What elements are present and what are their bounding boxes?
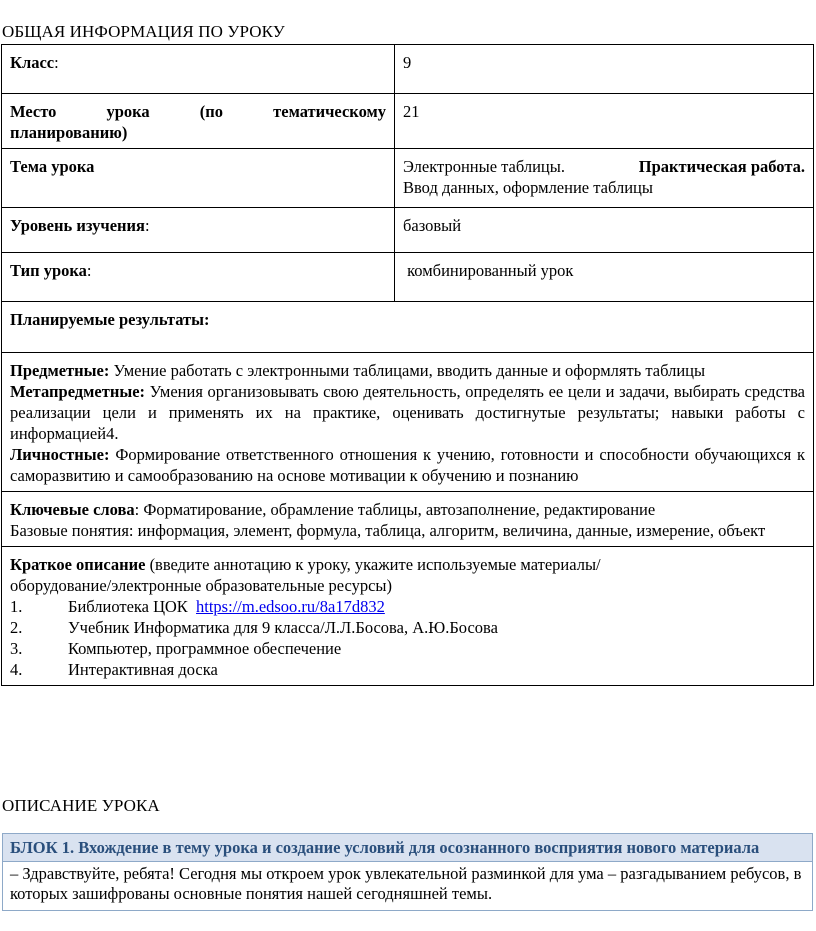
keywords-label: Ключевые слова: [10, 500, 135, 519]
planned-results-label: Планируемые результаты:: [2, 302, 814, 353]
list-item: [10, 617, 805, 638]
list-item-text: Компьютер, программное обеспечение: [68, 639, 342, 658]
list-item: [10, 659, 805, 680]
meta-results-label: Метапредметные:: [10, 382, 146, 401]
type-value: комбинированный урок: [407, 261, 574, 280]
row-type: [2, 253, 814, 302]
block1-header-row: [3, 834, 813, 862]
list-item: [10, 638, 805, 659]
subject-results-label: Предметные:: [10, 361, 110, 380]
row-brief-description: [2, 547, 814, 686]
class-label-cell: Класс:: [2, 45, 395, 94]
list-item-text: [68, 596, 385, 617]
block1-text-row: [3, 862, 813, 911]
block1-table: [2, 833, 813, 911]
row-lesson-place: [2, 94, 814, 149]
class-label: Класс: [10, 53, 55, 72]
row-level: [2, 208, 814, 253]
topic-label: Тема урока: [2, 149, 395, 208]
row-planned-results: [2, 302, 814, 353]
lesson-place-value: 21: [395, 94, 814, 149]
resource-library-label: Библиотека ЦОК: [68, 597, 192, 616]
personal-results: [10, 444, 805, 486]
brief-text: (введите аннотацию к уроку, укажите используемые материалы/оборудование/электронные образовательные ресурсы): [10, 555, 601, 595]
meta-results-text: Умения организовывать свою деятельность, определять ее цели и задачи, выбирать средства реализации цели и применять их на практике, оценивать достигнутые результаты; навыки работы с информацией4.: [10, 382, 806, 443]
type-label: Тип урока: [10, 261, 87, 280]
list-item-number: 2.: [10, 618, 23, 637]
lesson-place-label-line1: Место урока (по тематическому: [10, 102, 386, 121]
lesson-description-heading: ОПИСАНИЕ УРОКА: [2, 796, 160, 815]
personal-results-label: Личностные:: [10, 445, 110, 464]
type-value-cell: [395, 253, 814, 302]
block1-text: – Здравствуйте, ребята! Сегодня мы откроем урок увлекательной разминкой для ума – разгадыванием ребусов, в которых зашифрованы основные понятия нашей сегодняшней темы.: [3, 862, 813, 911]
topic-line1: [403, 156, 805, 177]
type-label-cell: Тип урока:: [2, 253, 395, 302]
row-topic: [2, 149, 814, 208]
personal-results-text: Формирование ответственного отношения к учению, готовности и способности обучающихся к саморазвитию и самообразованию на основе мотивации к обучению и познанию: [10, 445, 806, 485]
topic-value: [395, 149, 814, 208]
list-item-number: 4.: [10, 660, 23, 679]
basic-concepts: Базовые понятия: информация, элемент, формула, таблица, алгоритм, величина, данные, измерение, объект: [10, 521, 766, 540]
resource-library-link[interactable]: https://m.edsoo.ru/8a17d832: [196, 597, 385, 616]
meta-results: [10, 381, 805, 444]
resources-list: [10, 596, 805, 680]
keywords-cell: [2, 492, 814, 547]
keywords-text: Форматирование, обрамление таблицы, автозаполнение, редактирование: [143, 500, 656, 519]
row-class: [2, 45, 814, 94]
list-item: [10, 596, 805, 617]
general-info-heading: ОБЩАЯ ИНФОРМАЦИЯ ПО УРОКУ: [2, 22, 285, 41]
block1-title: БЛОК 1. Вхождение в тему урока и создание условий для осознанного восприятия нового материала: [3, 834, 813, 862]
lesson-place-label: [2, 94, 395, 149]
topic-value-part2: Ввод данных, оформление таблицы: [403, 178, 653, 197]
list-item-text: Интерактивная доска: [68, 660, 218, 679]
level-label: Уровень изучения: [10, 216, 145, 235]
list-item-text: Учебник Информатика для 9 класса/Л.Л.Босова, А.Ю.Босова: [68, 618, 498, 637]
list-item-number: 3.: [10, 639, 23, 658]
general-info-table: [1, 44, 814, 686]
brief-label: Краткое описание: [10, 555, 146, 574]
class-value: 9: [395, 45, 814, 94]
subject-results-text: Умение работать с электронными таблицами, вводить данные и оформлять таблицы: [113, 361, 706, 380]
level-value: базовый: [395, 208, 814, 253]
keywords-line: Ключевые слова: Форматирование, обрамление таблицы, автозаполнение, редактирование: [10, 500, 656, 519]
brief-header: [10, 554, 610, 596]
subject-results: [10, 360, 805, 381]
row-keywords: [2, 492, 814, 547]
brief-cell: [2, 547, 814, 686]
level-label-cell: Уровень изучения:: [2, 208, 395, 253]
row-results: [2, 353, 814, 492]
list-item-number: 1.: [10, 597, 23, 616]
results-cell: [2, 353, 814, 492]
lesson-place-label-line2: планированию): [10, 123, 128, 142]
topic-value-part1: Электронные таблицы.: [403, 157, 565, 176]
topic-value-bold: Практическая работа.: [638, 157, 805, 176]
